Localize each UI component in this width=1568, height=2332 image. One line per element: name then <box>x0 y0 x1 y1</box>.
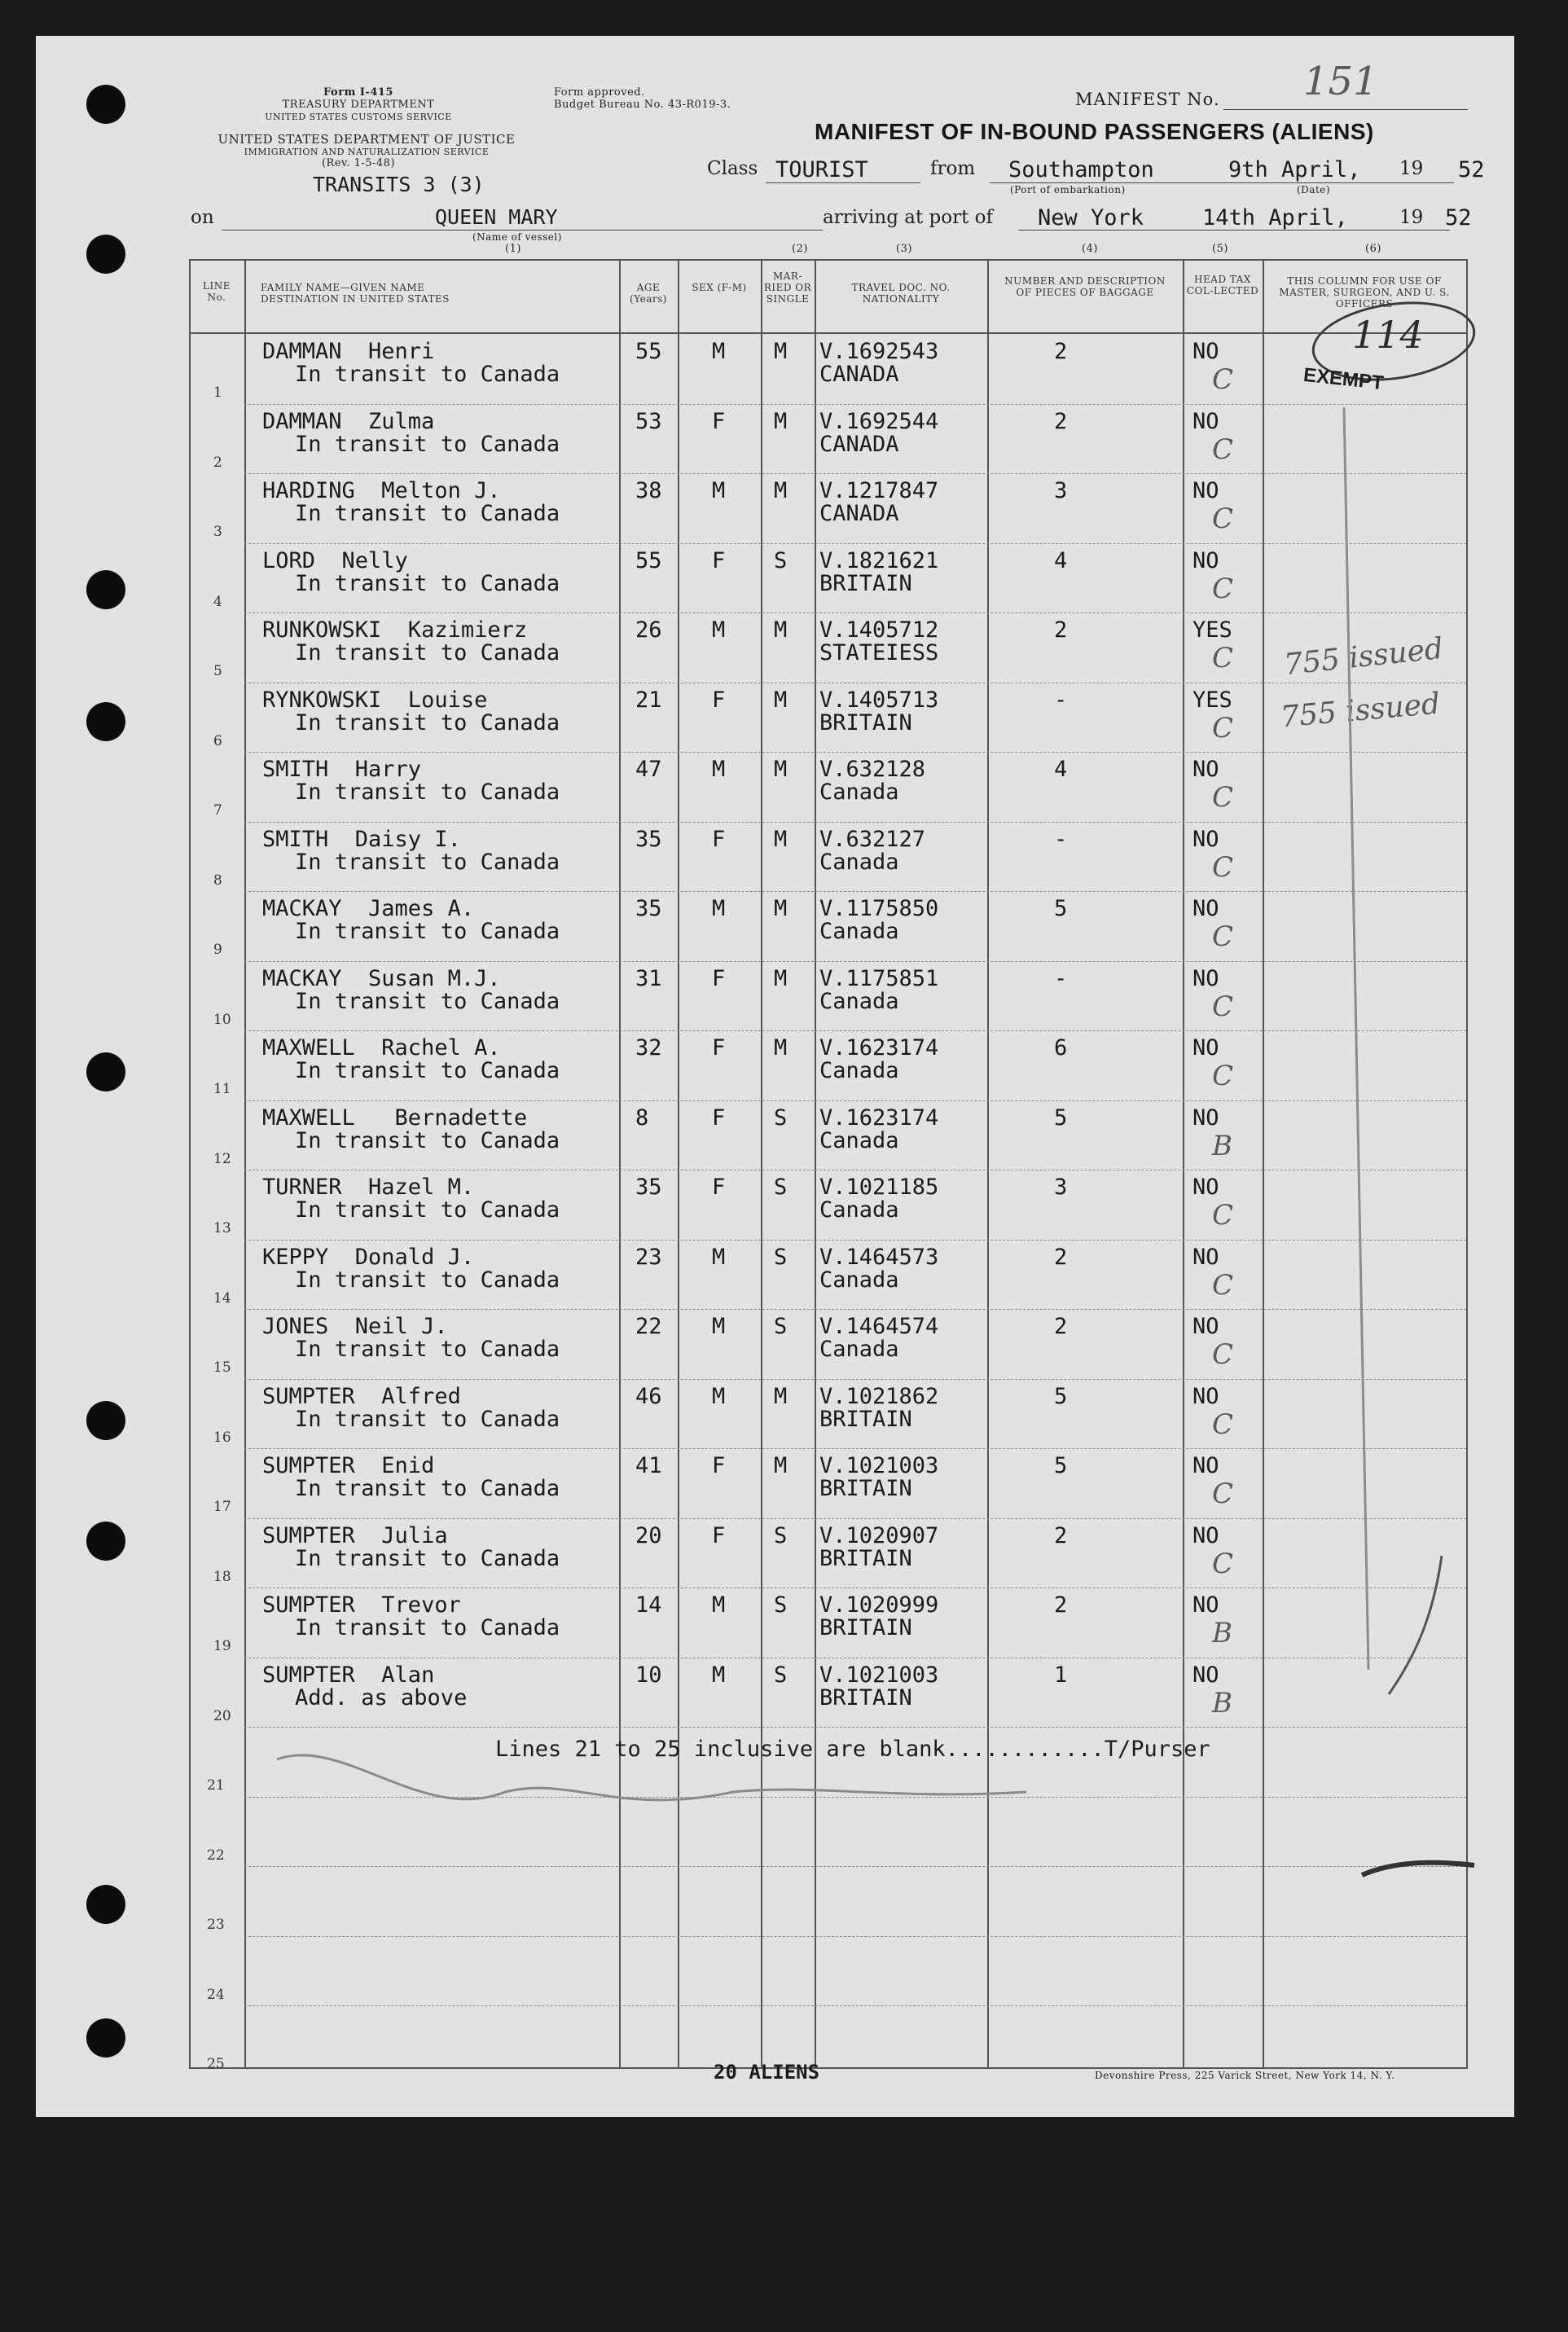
col-num-6: (6) <box>1365 243 1381 255</box>
revision: (Rev. 1-5-48) <box>321 157 396 169</box>
age: 38 <box>635 478 662 503</box>
justice-dept: UNITED STATES DEPARTMENT OF JUSTICE <box>217 132 516 147</box>
head-tax: NO <box>1192 339 1219 364</box>
col-num-3: (3) <box>896 243 912 255</box>
marital-status: S <box>774 1175 788 1200</box>
embark-sub: (Port of embarkation) <box>1010 184 1126 195</box>
issued-note-1: 755 issued <box>1282 631 1445 683</box>
inspection-mark: C <box>1212 850 1234 884</box>
passenger-name: SUMPTER Trevor <box>262 1592 461 1618</box>
line-number: 24 <box>207 1986 225 2003</box>
destination: In transit to Canada <box>295 780 560 805</box>
passenger-name: DAMMAN Zulma <box>262 408 435 434</box>
inspection-mark: C <box>1212 1268 1234 1302</box>
line-number: 9 <box>213 942 222 958</box>
head-tax: NO <box>1192 1035 1219 1061</box>
travel-doc-no: V.1692543 <box>819 339 939 364</box>
travel-doc-no: V.1021185 <box>819 1175 939 1200</box>
nationality: Canada <box>819 1197 899 1223</box>
line-number: 22 <box>207 1847 225 1864</box>
sex: M <box>712 617 726 643</box>
age: 35 <box>635 826 662 852</box>
destination: In transit to Canada <box>295 709 560 736</box>
nationality: BRITAIN <box>819 1545 912 1571</box>
from-label: from <box>930 158 976 179</box>
inspection-mark: C <box>1212 1408 1234 1441</box>
line-number: 5 <box>213 663 222 679</box>
baggage-count: 5 <box>1054 1383 1068 1409</box>
arrive-port: New York <box>1038 205 1144 231</box>
sex: F <box>712 965 726 991</box>
destination: Add. as above <box>295 1684 468 1711</box>
nationality: Canada <box>819 919 899 944</box>
passenger-name: HARDING Melton J. <box>262 478 501 503</box>
travel-doc-no: V.632128 <box>819 757 926 782</box>
count-circle-number: 114 <box>1352 313 1424 357</box>
baggage-count: 3 <box>1054 478 1068 503</box>
inspection-mark: C <box>1212 920 1234 953</box>
vessel-sub: (Name of vessel) <box>472 231 562 243</box>
age: 35 <box>635 896 662 921</box>
travel-doc-no: V.1464573 <box>819 1244 939 1270</box>
nationality: BRITAIN <box>819 1406 912 1432</box>
head-tax: NO <box>1192 408 1219 434</box>
inspection-mark: B <box>1212 1617 1232 1649</box>
class-value: TOURIST <box>775 157 868 182</box>
manifest-number: 151 <box>1303 59 1378 104</box>
age: 14 <box>635 1592 662 1618</box>
age: 53 <box>635 408 662 434</box>
nationality: BRITAIN <box>819 570 912 596</box>
sex: M <box>712 1244 726 1270</box>
baggage-count: 4 <box>1054 547 1068 573</box>
head-tax: NO <box>1192 896 1219 921</box>
inspection-mark: C <box>1212 1478 1234 1510</box>
blank-lines-note: Lines 21 to 25 inclusive are blank............T/Purser <box>495 1737 1210 1762</box>
depart-date: 9th April, <box>1228 157 1361 182</box>
sex: M <box>712 478 726 503</box>
inspection-mark: C <box>1212 572 1234 605</box>
destination: In transit to Canada <box>295 362 560 387</box>
inspection-mark: B <box>1212 1129 1232 1162</box>
marital-status: M <box>774 687 788 713</box>
head-tax: NO <box>1192 1592 1219 1618</box>
passenger-name: RYNKOWSKI Louise <box>262 687 488 713</box>
baggage-count: 5 <box>1054 1453 1068 1478</box>
age: 41 <box>635 1453 662 1478</box>
line-number: 2 <box>213 454 222 471</box>
form-id: Form I-415 <box>323 86 393 99</box>
marital-status: M <box>774 896 788 921</box>
line-number: 18 <box>213 1568 231 1585</box>
inspection-mark: C <box>1212 1060 1234 1092</box>
destination: In transit to Canada <box>295 1337 560 1362</box>
sex: F <box>712 547 726 573</box>
col-head-official: THIS COLUMN FOR USE OF MASTER, SURGEON, AND U. S. OFFICERS <box>1279 275 1450 310</box>
manifest-no-label: MANIFEST No. <box>1075 90 1220 109</box>
inspection-mark: C <box>1212 503 1234 535</box>
baggage-count: 2 <box>1054 1244 1068 1270</box>
inspection-mark: C <box>1212 781 1234 814</box>
marital-status: M <box>774 1383 788 1409</box>
marital-status: M <box>774 408 788 434</box>
line-number: 8 <box>213 872 222 889</box>
nationality: CANADA <box>819 362 899 387</box>
head-tax: NO <box>1192 478 1219 503</box>
head-tax: NO <box>1192 1105 1219 1131</box>
printer-imprint: Devonshire Press, 225 Varick Street, New York 14, N. Y. <box>1095 2070 1395 2081</box>
sex: M <box>712 1314 726 1339</box>
age: 21 <box>635 687 662 713</box>
baggage-count: - <box>1054 687 1068 713</box>
marital-status: M <box>774 1453 788 1478</box>
marital-status: M <box>774 617 788 643</box>
form-approved: Form approved. <box>554 86 645 99</box>
baggage-count: 1 <box>1054 1662 1068 1688</box>
line-number: 16 <box>213 1429 231 1446</box>
passenger-name: MACKAY James A. <box>262 896 475 921</box>
nationality: Canada <box>819 1267 899 1293</box>
inspection-mark: C <box>1212 711 1234 744</box>
destination: In transit to Canada <box>295 570 560 596</box>
col-head-baggage: NUMBER AND DESCRIPTION OF PIECES OF BAGGAGE <box>1004 275 1166 298</box>
sex: M <box>712 1592 726 1618</box>
destination: In transit to Canada <box>295 849 560 875</box>
sex: F <box>712 408 726 434</box>
travel-doc-no: V.1692544 <box>819 408 939 434</box>
nationality: Canada <box>819 1337 899 1362</box>
arriving-label: arriving at port of <box>823 207 993 228</box>
passenger-name: TURNER Hazel M. <box>262 1175 475 1200</box>
baggage-count: - <box>1054 965 1068 991</box>
passenger-name: SUMPTER Enid <box>262 1453 435 1478</box>
passenger-name: MAXWELL Bernadette <box>262 1105 528 1131</box>
head-tax: NO <box>1192 1314 1219 1339</box>
line-number: 11 <box>213 1081 231 1097</box>
age: 47 <box>635 757 662 782</box>
baggage-count: 2 <box>1054 1522 1068 1548</box>
col-num-5: (5) <box>1212 243 1228 255</box>
sex: F <box>712 1035 726 1061</box>
age: 46 <box>635 1383 662 1409</box>
baggage-count: - <box>1054 826 1068 852</box>
nationality: Canada <box>819 1058 899 1083</box>
sex: F <box>712 1175 726 1200</box>
line-number: 19 <box>213 1638 231 1654</box>
destination: In transit to Canada <box>295 1615 560 1640</box>
nationality: CANADA <box>819 431 899 457</box>
line-number: 20 <box>213 1707 231 1724</box>
nationality: BRITAIN <box>819 1476 912 1501</box>
passenger-name: MAXWELL Rachel A. <box>262 1035 501 1061</box>
inspection-mark: C <box>1212 1547 1234 1580</box>
line-number: 17 <box>213 1499 231 1515</box>
marital-status: S <box>774 547 788 573</box>
head-tax: NO <box>1192 1662 1219 1688</box>
destination: In transit to Canada <box>295 1197 560 1223</box>
inspection-mark: C <box>1212 1199 1234 1232</box>
exempt-stamp: EXEMPT <box>1302 363 1385 395</box>
travel-doc-no: V.1405713 <box>819 687 939 713</box>
passenger-name: DAMMAN Henri <box>262 339 435 364</box>
head-tax: YES <box>1192 617 1232 643</box>
class-label: Class <box>707 158 758 179</box>
travel-doc-no: V.1821621 <box>819 547 939 573</box>
inspection-mark: C <box>1212 990 1234 1023</box>
line-number: 12 <box>213 1150 231 1167</box>
travel-doc-no: V.1021862 <box>819 1383 939 1409</box>
arrive-date: 14th April, <box>1202 205 1348 231</box>
marital-status: M <box>774 826 788 852</box>
passenger-name: LORD Nelly <box>262 547 408 573</box>
baggage-count: 2 <box>1054 1314 1068 1339</box>
head-tax: NO <box>1192 1383 1219 1409</box>
travel-doc-no: V.1464574 <box>819 1314 939 1339</box>
baggage-count: 2 <box>1054 617 1068 643</box>
passenger-name: SUMPTER Alan <box>262 1662 435 1688</box>
travel-doc-no: V.1217847 <box>819 478 939 503</box>
line-number: 1 <box>213 384 222 401</box>
nationality: BRITAIN <box>819 1615 912 1640</box>
col-head-married: MAR-RIED OR SINGLE <box>763 270 812 305</box>
travel-doc-no: V.632127 <box>819 826 926 852</box>
col-head-age: AGE (Years) <box>630 282 667 305</box>
line-number: 21 <box>207 1777 225 1794</box>
year-prefix: 19 <box>1399 158 1424 179</box>
baggage-count: 3 <box>1054 1175 1068 1200</box>
passenger-name: SUMPTER Julia <box>262 1522 448 1548</box>
inspection-mark: C <box>1212 1338 1234 1371</box>
line-number: 13 <box>213 1220 231 1236</box>
line-number: 10 <box>213 1011 231 1028</box>
head-tax: NO <box>1192 826 1219 852</box>
marital-status: S <box>774 1592 788 1618</box>
head-tax: YES <box>1192 687 1232 713</box>
passenger-name: KEPPY Donald J. <box>262 1244 475 1270</box>
total-aliens: 20 ALIENS <box>714 2061 820 2084</box>
col-head-sex: SEX (F-M) <box>692 282 747 293</box>
passenger-name: SMITH Daisy I. <box>262 826 461 852</box>
nationality: STATEIESS <box>819 640 939 665</box>
customs-service: UNITED STATES CUSTOMS SERVICE <box>265 112 452 122</box>
budget-bureau: Budget Bureau No. 43-R019-3. <box>554 99 731 111</box>
nationality: CANADA <box>819 501 899 526</box>
destination: In transit to Canada <box>295 501 560 526</box>
destination: In transit to Canada <box>295 640 560 665</box>
col-head-line: LINE No. <box>203 280 231 303</box>
passenger-name: JONES Neil J. <box>262 1314 448 1339</box>
issued-note-2: 755 issued <box>1279 687 1442 735</box>
on-label: on <box>191 207 214 228</box>
age: 35 <box>635 1175 662 1200</box>
sex: F <box>712 1522 726 1548</box>
line-number: 7 <box>213 802 222 819</box>
baggage-count: 2 <box>1054 1592 1068 1618</box>
depart-year: 52 <box>1458 157 1485 182</box>
destination: In transit to Canada <box>295 919 560 944</box>
passenger-name: SMITH Harry <box>262 757 422 782</box>
baggage-count: 5 <box>1054 1105 1068 1131</box>
travel-doc-no: V.1020907 <box>819 1522 939 1548</box>
head-tax: NO <box>1192 757 1219 782</box>
baggage-count: 5 <box>1054 896 1068 921</box>
sex: M <box>712 757 726 782</box>
age: 26 <box>635 617 662 643</box>
head-tax: NO <box>1192 1522 1219 1548</box>
col-head-headtax: HEAD TAX COL-LECTED <box>1186 274 1259 296</box>
sex: M <box>712 1662 726 1688</box>
sex: F <box>712 1105 726 1131</box>
travel-doc-no: V.1021003 <box>819 1453 939 1478</box>
arrive-year: 52 <box>1445 205 1472 231</box>
destination: In transit to Canada <box>295 1267 560 1293</box>
passenger-name: MACKAY Susan M.J. <box>262 965 501 991</box>
destination: In transit to Canada <box>295 988 560 1014</box>
marital-status: M <box>774 965 788 991</box>
destination: In transit to Canada <box>295 431 560 457</box>
line-number: 3 <box>213 524 222 540</box>
inspection-mark: C <box>1212 642 1234 674</box>
marital-status: S <box>774 1522 788 1548</box>
inspection-mark: B <box>1212 1686 1232 1719</box>
sex: F <box>712 826 726 852</box>
age: 23 <box>635 1244 662 1270</box>
head-tax: NO <box>1192 1244 1219 1270</box>
travel-doc-no: V.1175851 <box>819 965 939 991</box>
nationality: BRITAIN <box>819 1684 912 1711</box>
nationality: Canada <box>819 988 899 1014</box>
travel-doc-no: V.1175850 <box>819 896 939 921</box>
age: 31 <box>635 965 662 991</box>
marital-status: S <box>774 1662 788 1688</box>
destination: In transit to Canada <box>295 1406 560 1432</box>
line-number: 6 <box>213 732 222 749</box>
destination: In transit to Canada <box>295 1476 560 1501</box>
head-tax: NO <box>1192 1175 1219 1200</box>
baggage-count: 2 <box>1054 408 1068 434</box>
passenger-name: RUNKOWSKI Kazimierz <box>262 617 528 643</box>
marital-status: M <box>774 339 788 364</box>
baggage-count: 2 <box>1054 339 1068 364</box>
sex: F <box>712 687 726 713</box>
destination: In transit to Canada <box>295 1545 560 1571</box>
travel-doc-no: V.1021003 <box>819 1662 939 1688</box>
col-num-2: (2) <box>792 243 808 255</box>
age: 55 <box>635 339 662 364</box>
vessel-name: QUEEN MARY <box>435 205 558 229</box>
marital-status: M <box>774 478 788 503</box>
manifest-title: MANIFEST OF IN-BOUND PASSENGERS (ALIENS) <box>815 119 1374 144</box>
date-sub: (Date) <box>1297 184 1331 195</box>
nationality: Canada <box>819 849 899 875</box>
line-number: 25 <box>207 2056 225 2072</box>
age: 22 <box>635 1314 662 1339</box>
travel-doc-no: V.1623174 <box>819 1105 939 1131</box>
nationality: Canada <box>819 780 899 805</box>
baggage-count: 6 <box>1054 1035 1068 1061</box>
embark-port: Southampton <box>1008 157 1154 182</box>
travel-doc-no: V.1020999 <box>819 1592 939 1618</box>
age: 20 <box>635 1522 662 1548</box>
col-head-name: FAMILY NAME—GIVEN NAME DESTINATION IN UNITED STATES <box>261 282 450 305</box>
baggage-count: 4 <box>1054 757 1068 782</box>
marital-status: M <box>774 1035 788 1061</box>
age: 55 <box>635 547 662 573</box>
sex: M <box>712 896 726 921</box>
nationality: Canada <box>819 1127 899 1153</box>
line-number: 23 <box>207 1917 225 1933</box>
passenger-name: SUMPTER Alfred <box>262 1383 461 1409</box>
marital-status: M <box>774 757 788 782</box>
age: 10 <box>635 1662 662 1688</box>
sex: F <box>712 1453 726 1478</box>
sex: M <box>712 339 726 364</box>
travel-doc-no: V.1623174 <box>819 1035 939 1061</box>
marital-status: S <box>774 1314 788 1339</box>
year-prefix-2: 19 <box>1399 207 1424 228</box>
col-num-1: (1) <box>505 243 521 255</box>
treasury-dept: TREASURY DEPARTMENT <box>282 99 435 111</box>
destination: In transit to Canada <box>295 1058 560 1083</box>
inspection-mark: C <box>1212 433 1234 466</box>
nationality: BRITAIN <box>819 709 912 736</box>
age: 8 <box>635 1105 649 1131</box>
destination: In transit to Canada <box>295 1127 560 1153</box>
head-tax: NO <box>1192 965 1219 991</box>
age: 32 <box>635 1035 662 1061</box>
line-number: 14 <box>213 1289 231 1307</box>
ins-service: IMMIGRATION AND NATURALIZATION SERVICE <box>244 147 490 157</box>
line-number: 4 <box>213 593 222 610</box>
line-number: 15 <box>213 1359 231 1376</box>
col-head-doc: TRAVEL DOC. NO. NATIONALITY <box>851 282 951 305</box>
transits: TRANSITS 3 (3) <box>313 173 485 196</box>
marital-status: S <box>774 1105 788 1131</box>
head-tax: NO <box>1192 547 1219 573</box>
head-tax: NO <box>1192 1453 1219 1478</box>
sex: M <box>712 1383 726 1409</box>
inspection-mark: C <box>1212 363 1234 396</box>
travel-doc-no: V.1405712 <box>819 617 939 643</box>
marital-status: S <box>774 1244 788 1270</box>
col-num-4: (4) <box>1082 243 1098 255</box>
